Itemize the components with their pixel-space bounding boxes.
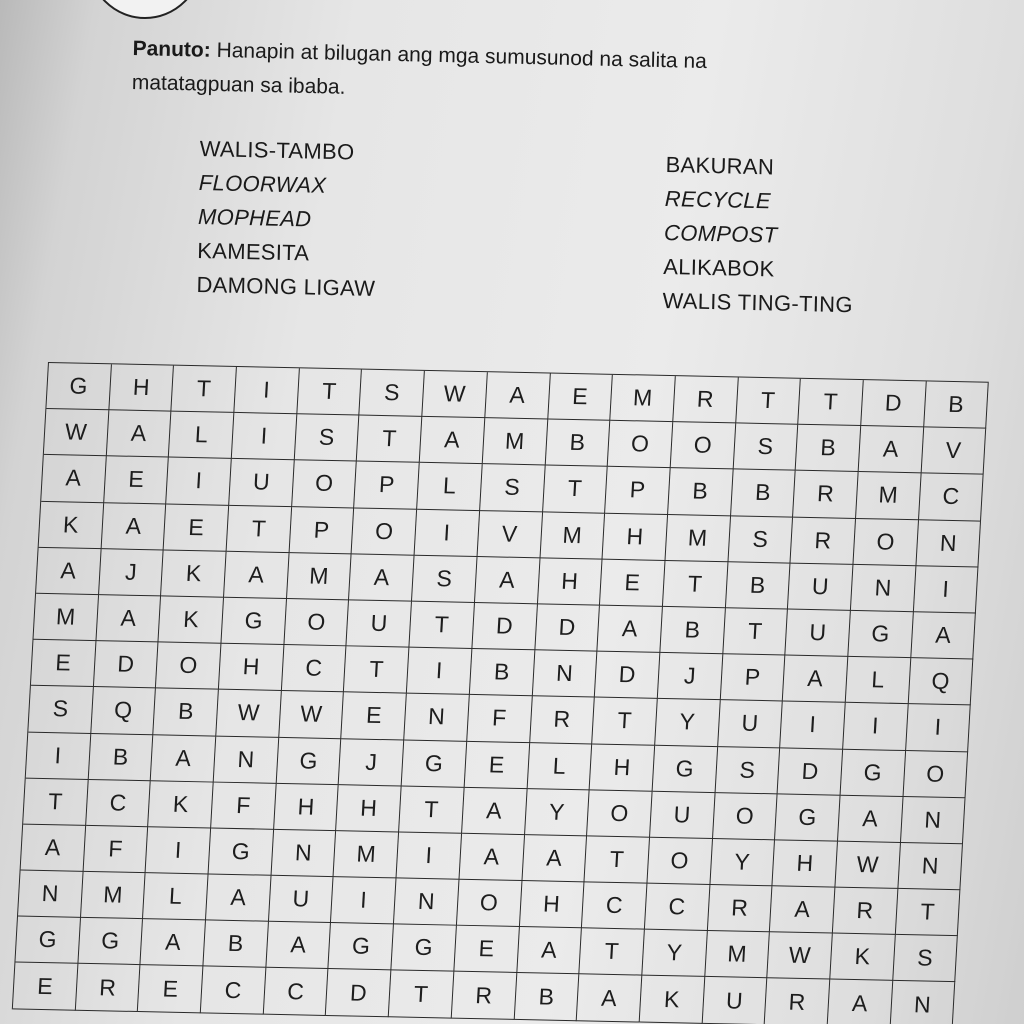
grid-cell[interactable]: A [96, 595, 161, 642]
grid-cell[interactable]: A [224, 552, 289, 599]
grid-cell[interactable]: A [420, 417, 485, 464]
grid-cell[interactable]: M [705, 931, 770, 978]
grid-cell[interactable]: L [417, 463, 482, 510]
word-list-item: FLOORWAX [198, 169, 327, 198]
grid-cell[interactable]: A [349, 554, 414, 601]
grid-cell[interactable]: A [517, 927, 582, 974]
grid-cell[interactable]: B [725, 562, 790, 609]
grid-cell[interactable]: A [828, 980, 893, 1024]
grid-cell[interactable]: M [33, 594, 98, 641]
grid-cell[interactable]: U [788, 563, 853, 610]
grid-cell[interactable]: K [830, 934, 895, 981]
grid-cell[interactable]: A [522, 835, 587, 882]
grid-cell[interactable]: A [36, 548, 101, 595]
grid-cell[interactable]: B [203, 921, 268, 968]
grid-cell[interactable]: O [608, 421, 673, 468]
grid-cell[interactable]: W [216, 690, 281, 737]
grid-cell[interactable]: V [477, 511, 542, 558]
grid-cell[interactable]: E [464, 741, 529, 788]
grid-cell[interactable]: R [833, 888, 898, 935]
grid-cell[interactable]: T [579, 929, 644, 976]
grid-cell[interactable]: A [783, 656, 848, 703]
grid-cell[interactable]: K [161, 550, 226, 597]
grid-cell[interactable]: R [707, 885, 772, 932]
grid-cell[interactable]: W [279, 691, 344, 738]
grid-cell[interactable]: M [81, 872, 146, 919]
grid-cell[interactable]: T [410, 602, 475, 649]
grid-cell[interactable]: K [39, 501, 104, 548]
grid-cell[interactable]: R [530, 697, 595, 744]
grid-cell[interactable]: D [94, 641, 159, 688]
header-circle-graphic [88, 0, 202, 19]
grid-cell[interactable]: A [838, 795, 903, 842]
grid-cell[interactable]: A [462, 788, 527, 835]
grid-cell[interactable]: H [219, 644, 284, 691]
grid-cell[interactable]: P [355, 462, 420, 509]
grid-cell[interactable]: O [587, 790, 652, 837]
grid-cell[interactable]: M [540, 512, 605, 559]
grid-cell[interactable]: G [78, 918, 143, 965]
grid-cell[interactable]: S [733, 424, 798, 471]
word-list-item: MOPHEAD [197, 203, 312, 232]
grid-cell[interactable]: D [535, 604, 600, 651]
grid-cell[interactable]: H [274, 784, 339, 831]
grid-cell[interactable]: O [853, 519, 918, 566]
grid-cell[interactable]: T [172, 366, 237, 413]
grid-cell[interactable]: C [645, 884, 710, 931]
grid-cell[interactable]: G [391, 925, 456, 972]
grid-cell[interactable]: T [895, 889, 960, 936]
grid-cell[interactable]: T [798, 379, 863, 426]
grid-cell[interactable]: I [26, 732, 91, 779]
grid-cell[interactable]: D [778, 748, 843, 795]
grid-cell[interactable]: T [389, 971, 454, 1018]
grid-cell[interactable]: N [851, 565, 916, 612]
grid-cell[interactable]: R [673, 376, 738, 423]
grid-cell[interactable]: O [457, 880, 522, 927]
grid-cell[interactable]: L [846, 657, 911, 704]
grid-cell[interactable]: N [394, 878, 459, 925]
grid-cell[interactable]: N [404, 694, 469, 741]
grid-cell[interactable]: B [668, 468, 733, 515]
grid-cell[interactable]: M [287, 553, 352, 600]
grid-cell[interactable]: T [227, 505, 292, 552]
word-list-item: DAMONG LIGAW [196, 271, 376, 302]
grid-cell[interactable]: G [840, 749, 905, 796]
grid-cell[interactable]: P [605, 467, 670, 514]
grid-cell[interactable]: P [720, 654, 785, 701]
grid-cell[interactable]: I [407, 648, 472, 695]
grid-cell[interactable]: T [23, 778, 88, 825]
grid-cell[interactable]: K [640, 976, 705, 1023]
grid-cell[interactable]: N [916, 520, 981, 567]
grid-cell[interactable]: B [88, 733, 153, 780]
word-search-grid [12, 362, 989, 1024]
grid-cell[interactable]: M [610, 375, 675, 422]
word-list-item: KAMESITA [197, 237, 310, 266]
grid-cell[interactable]: O [647, 838, 712, 885]
grid-cell[interactable]: E [138, 966, 203, 1013]
grid-cell[interactable]: T [357, 416, 422, 463]
grid-cell[interactable]: Q [91, 687, 156, 734]
grid-cell[interactable]: B [924, 381, 989, 428]
grid-cell[interactable]: A [459, 834, 524, 881]
grid-cell[interactable]: N [890, 981, 955, 1024]
grid-cell[interactable]: J [658, 653, 723, 700]
grid-cell[interactable]: T [399, 786, 464, 833]
grid-cell[interactable]: V [921, 428, 986, 475]
grid-cell[interactable]: U [650, 791, 715, 838]
grid-cell[interactable]: H [603, 513, 668, 560]
grid-cell[interactable]: U [786, 609, 851, 656]
grid-cell[interactable]: E [454, 926, 519, 973]
grid-cell[interactable]: E [164, 504, 229, 551]
grid-cell[interactable]: E [342, 693, 407, 740]
grid-cell[interactable]: I [167, 458, 232, 505]
grid-cell[interactable]: G [848, 611, 913, 658]
grid-cell[interactable]: B [545, 420, 610, 467]
grid-cell[interactable]: I [906, 704, 971, 751]
grid-cell[interactable]: D [861, 380, 926, 427]
grid-cell[interactable]: M [483, 418, 548, 465]
grid-cell[interactable]: T [723, 608, 788, 655]
grid-cell[interactable]: A [577, 975, 642, 1022]
grid-cell[interactable]: A [106, 410, 171, 457]
grid-cell[interactable]: M [665, 515, 730, 562]
grid-cell[interactable]: A [770, 886, 835, 933]
word-list-item: WALIS TING-TING [662, 287, 854, 318]
grid-cell[interactable]: G [46, 363, 111, 410]
word-list-right [662, 148, 856, 322]
grid-cell[interactable]: I [780, 702, 845, 749]
word-list-item: BAKURAN [665, 151, 775, 180]
grid-cell[interactable]: L [169, 412, 234, 459]
grid-cell[interactable]: H [109, 364, 174, 411]
grid-cell[interactable]: D [595, 652, 660, 699]
instructions-line2: matatagpuan sa ibaba. [131, 70, 346, 99]
grid-cell[interactable]: G [402, 740, 467, 787]
grid-cell[interactable]: B [514, 973, 579, 1020]
grid-cell[interactable]: U [269, 876, 334, 923]
grid-cell[interactable]: I [331, 877, 396, 924]
grid-cell[interactable]: G [329, 923, 394, 970]
grid-cell[interactable]: R [76, 964, 141, 1011]
grid-cell[interactable]: U [229, 459, 294, 506]
grid-cell[interactable]: R [452, 972, 517, 1019]
grid-cell[interactable]: A [598, 606, 663, 653]
grid-cell[interactable]: F [467, 695, 532, 742]
grid-cell[interactable]: N [532, 650, 597, 697]
grid-cell[interactable]: C [86, 780, 151, 827]
grid-cell[interactable]: S [893, 935, 958, 982]
grid-cell[interactable]: N [18, 871, 83, 918]
grid-cell[interactable]: A [485, 372, 550, 419]
grid-cell[interactable]: F [83, 826, 148, 873]
word-list-item: WALIS-TAMBO [199, 135, 355, 165]
grid-cell[interactable]: E [548, 374, 613, 421]
grid-cell[interactable]: H [590, 744, 655, 791]
grid-cell[interactable]: I [397, 832, 462, 879]
instructions [131, 32, 952, 119]
grid-cell[interactable]: F [211, 782, 276, 829]
grid-cell[interactable]: H [519, 881, 584, 928]
grid-cell[interactable]: N [214, 736, 279, 783]
grid-cell[interactable]: T [297, 368, 362, 415]
grid-cell[interactable]: L [143, 873, 208, 920]
grid-cell[interactable]: O [156, 643, 221, 690]
grid-cell[interactable]: S [360, 370, 425, 417]
grid-cell[interactable]: Y [655, 699, 720, 746]
instructions-label: Panuto: [132, 36, 212, 62]
grid-cell[interactable]: M [856, 472, 921, 519]
word-list-item: RECYCLE [664, 185, 772, 214]
grid-cell[interactable]: G [221, 598, 286, 645]
grid-cell[interactable]: C [282, 645, 347, 692]
instructions-line1: Hanapin at bilugan ang mga sumusunod na salita na [216, 38, 708, 74]
grid-cell[interactable]: G [209, 828, 274, 875]
grid-cell[interactable]: W [767, 932, 832, 979]
grid-cell[interactable]: T [736, 377, 801, 424]
grid-cell[interactable]: I [415, 509, 480, 556]
grid-cell[interactable]: C [582, 882, 647, 929]
grid-cell[interactable]: N [271, 830, 336, 877]
grid-cell[interactable]: O [671, 422, 736, 469]
grid-cell[interactable]: S [480, 464, 545, 511]
grid-cell[interactable]: A [859, 426, 924, 473]
grid-cell[interactable]: R [765, 979, 830, 1024]
grid-cell[interactable]: S [412, 555, 477, 602]
grid-cell[interactable]: H [337, 785, 402, 832]
grid-cell[interactable]: D [326, 969, 391, 1016]
grid-cell[interactable]: C [919, 474, 984, 521]
grid-cell[interactable]: W [835, 842, 900, 889]
grid-cell[interactable]: G [15, 917, 80, 964]
grid-cell[interactable]: B [796, 425, 861, 472]
grid-cell[interactable]: E [104, 457, 169, 504]
grid-cell[interactable]: I [146, 827, 211, 874]
grid-cell[interactable]: G [775, 794, 840, 841]
grid-cell[interactable]: B [154, 689, 219, 736]
grid-cell[interactable]: A [475, 557, 540, 604]
grid-cell[interactable]: W [44, 409, 109, 456]
grid-cell[interactable]: A [101, 503, 166, 550]
word-search-puzzle [12, 362, 989, 1024]
grid-cell[interactable]: O [292, 461, 357, 508]
grid-cell[interactable]: A [21, 824, 86, 871]
grid-cell[interactable]: Q [908, 658, 973, 705]
grid-cell[interactable]: U [718, 700, 783, 747]
grid-cell[interactable]: I [913, 566, 978, 613]
word-list-left [196, 132, 379, 306]
grid-cell[interactable]: U [702, 977, 767, 1024]
word-list-item: ALIKABOK [663, 253, 775, 282]
grid-cell[interactable]: A [266, 922, 331, 969]
grid-cell[interactable]: C [264, 968, 329, 1015]
grid-cell[interactable]: B [731, 470, 796, 517]
grid-cell[interactable]: E [600, 559, 665, 606]
grid-cell[interactable]: A [141, 919, 206, 966]
grid-cell[interactable]: I [843, 703, 908, 750]
grid-cell[interactable]: G [652, 745, 717, 792]
grid-cell[interactable]: O [284, 599, 349, 646]
word-list-item: COMPOST [663, 219, 778, 248]
grid-cell[interactable]: R [791, 517, 856, 564]
grid-cell[interactable]: D [472, 603, 537, 650]
grid-cell[interactable]: S [28, 686, 93, 733]
grid-cell[interactable]: U [347, 600, 412, 647]
grid-cell[interactable]: M [334, 831, 399, 878]
grid-cell[interactable]: H [773, 840, 838, 887]
grid-cell[interactable]: T [585, 836, 650, 883]
grid-cell[interactable]: Y [525, 789, 590, 836]
grid-cell[interactable]: C [201, 967, 266, 1014]
grid-cell[interactable]: O [352, 508, 417, 555]
grid-cell[interactable]: A [206, 875, 271, 922]
grid-cell[interactable]: Y [710, 839, 775, 886]
grid-cell[interactable]: T [344, 646, 409, 693]
grid-cell[interactable]: N [898, 843, 963, 890]
grid-cell[interactable]: E [31, 640, 96, 687]
grid-cell[interactable]: O [903, 751, 968, 798]
grid-cell[interactable]: H [537, 558, 602, 605]
grid-cell[interactable]: T [592, 698, 657, 745]
grid-cell[interactable]: S [728, 516, 793, 563]
grid-cell[interactable]: W [422, 371, 487, 418]
grid-cell[interactable]: K [148, 781, 213, 828]
grid-cell[interactable]: B [470, 649, 535, 696]
grid-cell[interactable]: P [289, 507, 354, 554]
grid-cell[interactable]: J [339, 739, 404, 786]
grid-cell[interactable]: N [901, 797, 966, 844]
grid-cell[interactable]: T [663, 561, 728, 608]
grid-cell[interactable]: I [232, 413, 297, 460]
grid-cell[interactable]: E [13, 963, 78, 1010]
grid-cell[interactable]: J [99, 549, 164, 596]
grid-cell[interactable]: T [543, 466, 608, 513]
grid-cell[interactable]: L [527, 743, 592, 790]
grid-cell[interactable]: Y [642, 930, 707, 977]
grid-cell[interactable]: A [151, 735, 216, 782]
grid-cell[interactable]: R [793, 471, 858, 518]
grid-cell[interactable]: O [713, 793, 778, 840]
grid-cell[interactable]: G [276, 737, 341, 784]
grid-cell[interactable]: I [234, 367, 299, 414]
grid-cell[interactable]: A [911, 612, 976, 659]
grid-cell[interactable]: A [41, 455, 106, 502]
grid-cell[interactable]: S [715, 747, 780, 794]
grid-cell[interactable]: S [294, 414, 359, 461]
grid-cell[interactable]: K [159, 596, 224, 643]
grid-cell[interactable]: B [660, 607, 725, 654]
